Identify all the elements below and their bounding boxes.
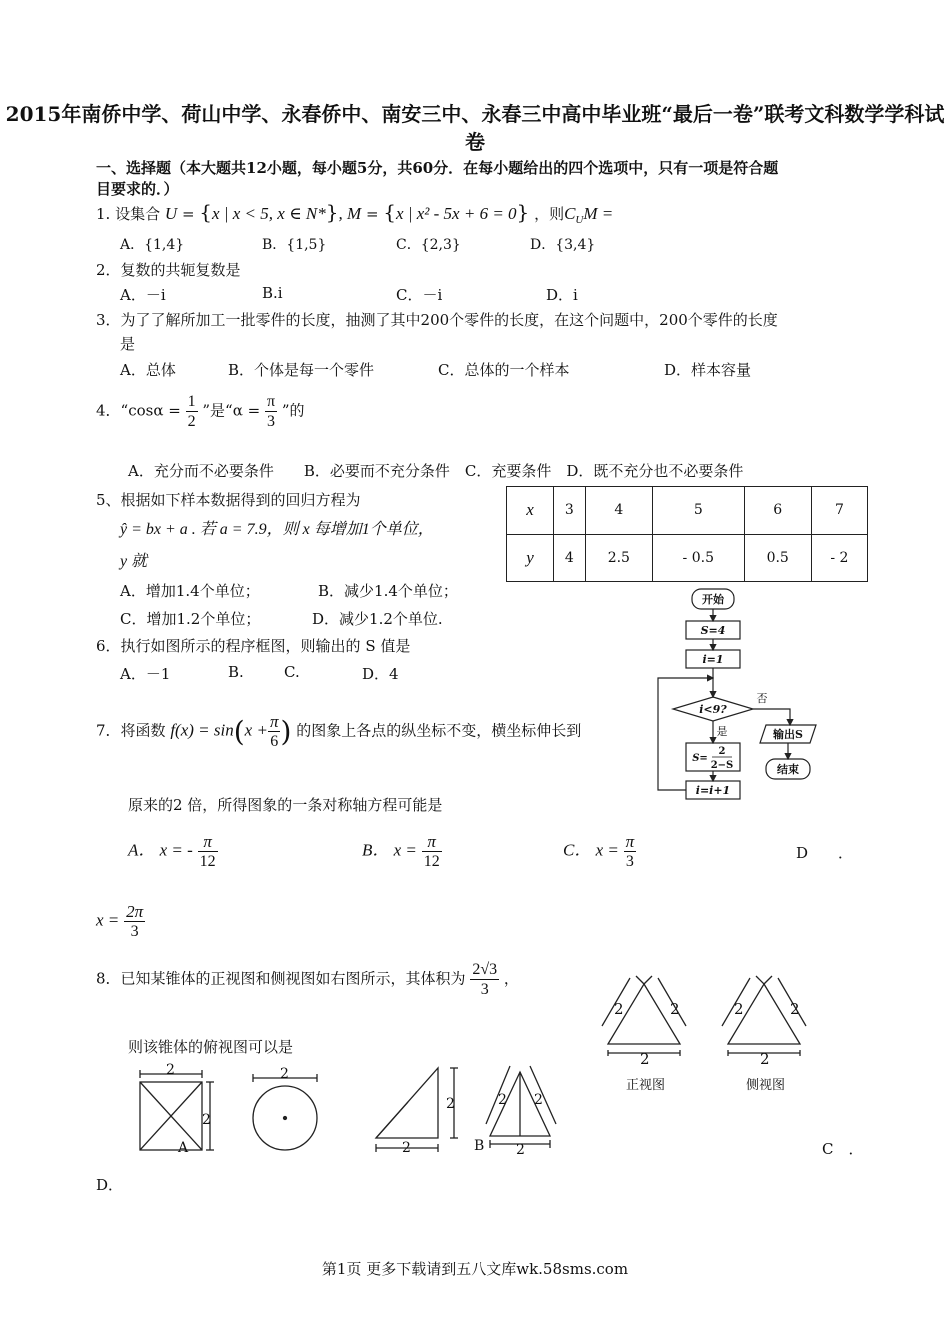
svg-text:2: 2 [202, 1112, 211, 1128]
option-a-label: A [178, 1140, 189, 1156]
flow-s-den: 2−S [710, 760, 734, 771]
svg-text:2: 2 [734, 1000, 744, 1018]
table-xlabel: x [507, 487, 554, 535]
q2-option-b: B.i [262, 284, 283, 302]
table-ylabel: y [507, 534, 554, 582]
question-3: 3．为了了解所加工一批零件的长度，抽测了其中200个零件的长度，在这个问题中，200个零件的长度 [96, 311, 778, 329]
svg-text:2: 2 [614, 1000, 624, 1018]
table-cell: 3 [554, 487, 586, 535]
sample-data-table [506, 486, 868, 582]
svg-text:2: 2 [446, 1096, 455, 1112]
q2-option-d: D．i [546, 286, 578, 304]
question-1: 1. 设集合 U = {x | x < 5, x ∈ N*}, M = {x | x² - 5x + 6 = 0} ，则$C_UM$ = [96, 200, 614, 226]
q7-option-c: C． x = $\frac{\pi}{3}$ [563, 832, 635, 870]
svg-text:2: 2 [402, 1140, 411, 1156]
table-cell: 4 [585, 487, 652, 535]
q5-option-a: A．增加1.4个单位； [120, 582, 260, 600]
q3-option-b: B．个体是每一个零件 [228, 361, 375, 379]
q3-option-d: D．样本容量 [664, 361, 752, 379]
table-row [507, 534, 868, 582]
svg-text:2: 2 [498, 1092, 507, 1108]
top-view-options [130, 1062, 570, 1162]
question-8: 8．已知某锥体的正视图和侧视图如右图所示，其体积为 $\frac{2√3}{3}$ ， [96, 961, 519, 998]
question-4: 4．“cosα = $\frac{1}{2}$ ”是“α = $\frac{\pi}{3}$ ”的 [96, 393, 305, 430]
question-5-cont: y 就 [120, 553, 148, 570]
q7-option-a: A． x = - $\frac{\pi}{12}$ [128, 832, 216, 870]
svg-text:2: 2 [760, 1050, 770, 1068]
svg-text:2: 2 [166, 1062, 175, 1078]
three-views [592, 972, 832, 1102]
q6-option-c: C. [284, 663, 300, 681]
option-d-label: D． [96, 1176, 124, 1194]
svg-text:2: 2 [670, 1000, 680, 1018]
q7-option-d: D ． [796, 844, 854, 862]
q5-option-b: B．减少1.4个单位； [318, 582, 458, 600]
front-view-label: 正视图 [626, 1078, 666, 1093]
svg-text:2: 2 [516, 1142, 525, 1158]
program-flowchart [650, 585, 830, 810]
table-cell: - 2 [811, 534, 867, 582]
flow-s4-label: S=4 [700, 624, 726, 637]
q2-option-c: C．－i [396, 286, 443, 304]
q1-option-c: C．{2,3} [396, 237, 461, 253]
table-cell: 4 [554, 534, 586, 582]
question-5-eq: ŷ = bx + a . 若 a = 7.9，则 x 每增加1个单位， [120, 521, 434, 538]
table-cell: 0.5 [744, 534, 811, 582]
q1-option-b: B．{1,5} [262, 237, 327, 253]
q3-option-c: C．总体的一个样本 [438, 361, 570, 379]
page-title: 2015年南侨中学、荷山中学、永春侨中、南安三中、永春三中高中毕业班“最后一卷”联考文科数学学科试卷 [5, 102, 945, 154]
flow-i1-label: i=1 [702, 653, 724, 666]
svg-text:2: 2 [534, 1092, 543, 1108]
flow-no-label: 否 [756, 692, 768, 705]
option-b-label: B [474, 1138, 485, 1154]
table-cell: 5 [652, 487, 744, 535]
flow-start-label: 开始 [702, 593, 724, 606]
question-3-cont: 是 [120, 335, 136, 353]
flow-s-lead: S= [692, 753, 708, 764]
q5-option-d: D．减少1.2个单位. [312, 610, 443, 628]
question-7-cont: 原来的2 倍，所得图象的一条对称轴方程可能是 [128, 796, 443, 814]
q4-options: A．充分而不必要条件 B．必要而不充分条件 C．充要条件 D．既不充分也不必要条件 [128, 462, 744, 480]
q1-option-a: A．{1,4} [120, 237, 185, 253]
question-6: 6．执行如图所示的程序框图，则输出的 S 值是 [96, 637, 411, 655]
table-cell: - 0.5 [652, 534, 744, 582]
question-8-cont: 则该锥体的俯视图可以是 [128, 1038, 294, 1056]
q2-option-a: A．－i [120, 286, 166, 304]
svg-text:2: 2 [280, 1066, 289, 1082]
flow-s-num: 2 [718, 746, 726, 757]
q6-option-b: B. [228, 663, 244, 681]
question-5: 5、根据如下样本数据得到的回归方程为 [96, 491, 361, 509]
flow-cond-label: i<9? [699, 703, 727, 716]
table-cell: 2.5 [585, 534, 652, 582]
question-7: 7．将函数 f(x) = sin(x + $\frac{\pi}{6}$ ) 的图象上各点的纵坐标不变，横坐标伸长到 [96, 712, 582, 750]
question-2: 2．复数的共轭复数是 [96, 261, 241, 279]
svg-text:2: 2 [790, 1000, 800, 1018]
q6-option-a: A．－1 [120, 665, 171, 683]
flow-yes-label: 是 [716, 725, 728, 738]
section-heading-cont: 目要求的．） [96, 180, 179, 198]
svg-text:2: 2 [640, 1050, 650, 1068]
q1-option-d: D．{3,4} [530, 237, 596, 253]
page-footer: 第1页 更多下载请到五八文库wk.58sms.com [321, 1260, 629, 1278]
table-row [507, 487, 868, 535]
q7-option-d-value: x = $\frac{2\pi}{3}$ [96, 902, 144, 940]
flow-out-label: 输出S [773, 728, 803, 741]
q5-option-c: C．增加1.2个单位； [120, 610, 261, 628]
side-view-label: 侧视图 [746, 1078, 786, 1093]
section-heading: 一、选择题（本大题共12小题，每小题5分，共60分．在每小题给出的四个选项中，只有一项是符合题 [96, 159, 779, 177]
option-c-label: C ． [822, 1140, 864, 1158]
q6-option-d: D．4 [362, 665, 399, 683]
q7-option-b: B． x = $\frac{\pi}{12}$ [362, 832, 440, 870]
flow-end-label: 结束 [777, 763, 799, 776]
q3-option-a: A．总体 [120, 361, 176, 379]
table-cell: 7 [811, 487, 867, 535]
flow-inc-label: i=i+1 [695, 784, 731, 797]
table-cell: 6 [744, 487, 811, 535]
